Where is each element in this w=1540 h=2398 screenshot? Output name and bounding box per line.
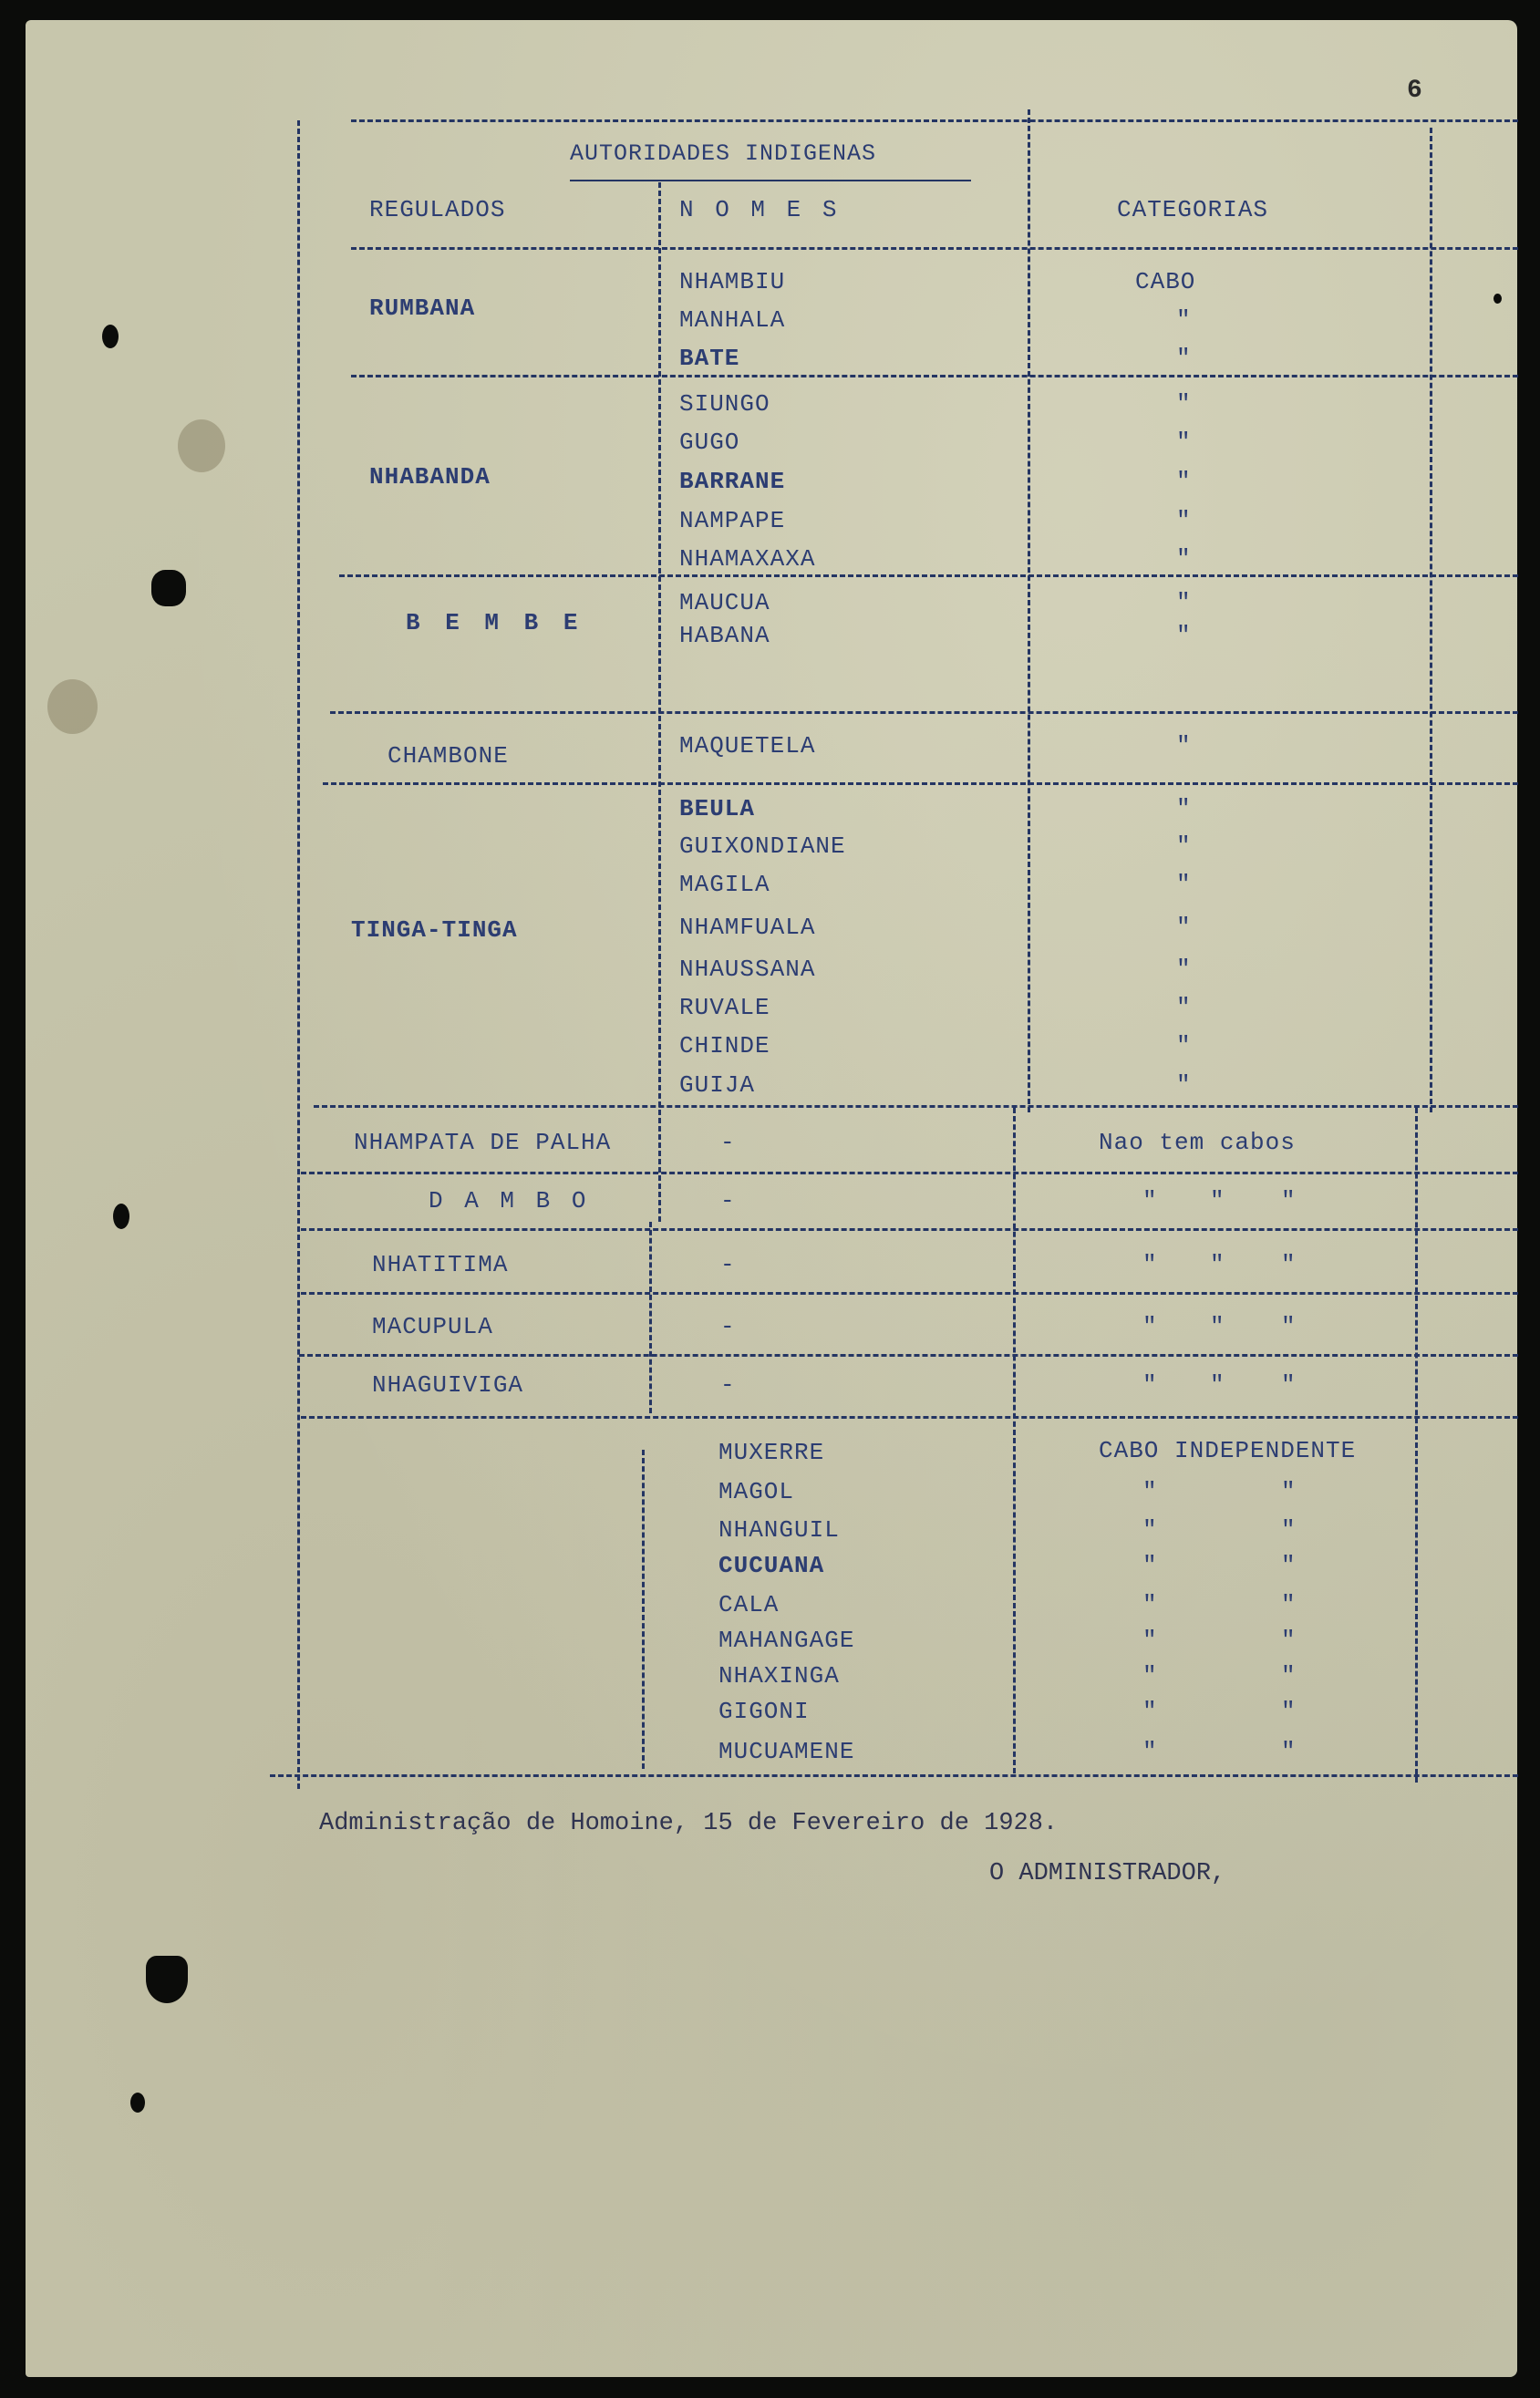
place-date-line: Administração de Homoine, 15 de Fevereiro de 1928. bbox=[319, 1810, 1059, 1837]
nome-cell: MAGOL bbox=[718, 1478, 795, 1505]
nome-cell: GIGONI bbox=[718, 1698, 810, 1725]
categoria-cell: " bbox=[1176, 994, 1192, 1021]
nome-cell: - bbox=[720, 1371, 736, 1399]
categoria-cell: " bbox=[1176, 914, 1192, 941]
nome-cell: - bbox=[720, 1313, 736, 1340]
group-header: AUTORIDADES INDIGENAS bbox=[570, 140, 877, 167]
categoria-ditto: " bbox=[1142, 1698, 1158, 1725]
categoria-ditto: " bbox=[1281, 1698, 1297, 1725]
categoria-ditto: " bbox=[1210, 1187, 1225, 1215]
nome-cell: - bbox=[720, 1129, 736, 1156]
nome-cell: CHINDE bbox=[679, 1032, 770, 1059]
regulado-name: D A M B O bbox=[429, 1187, 590, 1215]
categoria-cell: " bbox=[1176, 345, 1192, 372]
punch-hole bbox=[113, 1204, 129, 1229]
nome-cell: - bbox=[720, 1251, 736, 1278]
table-rule bbox=[351, 375, 1518, 377]
table-rule bbox=[642, 1450, 645, 1769]
nome-cell: NHAXINGA bbox=[718, 1662, 840, 1690]
nome-cell: RUVALE bbox=[679, 994, 770, 1021]
categoria-cell: " bbox=[1176, 429, 1192, 456]
categoria-cell: " bbox=[1176, 468, 1192, 495]
table-rule bbox=[330, 711, 1518, 714]
table-rule bbox=[351, 119, 1518, 122]
categoria-cell: CABO bbox=[1135, 268, 1196, 295]
categoria-cell: CABO INDEPENDENTE bbox=[1099, 1437, 1357, 1464]
categoria-cell: " bbox=[1176, 390, 1192, 418]
categoria-ditto: " bbox=[1142, 1627, 1158, 1654]
regulado-name: NHAMPATA DE PALHA bbox=[354, 1129, 612, 1156]
table-rule bbox=[323, 782, 1518, 785]
categoria-cell: " bbox=[1176, 956, 1192, 983]
categoria-ditto: " bbox=[1142, 1516, 1158, 1544]
nome-cell: MAUCUA bbox=[679, 589, 770, 616]
signature-title: O ADMINISTRADOR, bbox=[989, 1860, 1226, 1887]
table-rule bbox=[1013, 1108, 1016, 1773]
table-rule bbox=[1415, 1108, 1418, 1783]
categoria-ditto: " bbox=[1142, 1591, 1158, 1618]
categoria-ditto: " bbox=[1142, 1187, 1158, 1215]
categoria-cell: Nao tem cabos bbox=[1099, 1129, 1296, 1156]
punch-hole bbox=[146, 1956, 188, 2003]
regulado-name: CHAMBONE bbox=[388, 742, 509, 770]
table-rule bbox=[301, 1228, 1518, 1231]
table-rule bbox=[570, 180, 971, 181]
categoria-ditto: " bbox=[1142, 1371, 1158, 1399]
regulado-name: TINGA-TINGA bbox=[351, 916, 518, 944]
punch-hole bbox=[130, 2093, 145, 2113]
punch-hole bbox=[151, 570, 186, 606]
categoria-ditto: " bbox=[1281, 1738, 1297, 1765]
regulado-name: NHAGUIVIGA bbox=[372, 1371, 524, 1399]
categoria-ditto: " bbox=[1142, 1251, 1158, 1278]
categoria-cell: " bbox=[1176, 589, 1192, 616]
paper-stain bbox=[178, 419, 225, 472]
regulado-name: B E M B E bbox=[406, 609, 584, 636]
nome-cell: GUGO bbox=[679, 429, 740, 456]
categoria-ditto: " bbox=[1281, 1187, 1297, 1215]
categoria-cell: " bbox=[1176, 545, 1192, 573]
nome-cell: MAQUETELA bbox=[679, 732, 816, 760]
nome-cell: MUCUAMENE bbox=[718, 1738, 855, 1765]
categoria-cell: " bbox=[1176, 1032, 1192, 1059]
categoria-cell: " bbox=[1176, 1071, 1192, 1099]
regulado-name: MACUPULA bbox=[372, 1313, 493, 1340]
nome-cell: CUCUANA bbox=[718, 1552, 825, 1579]
nome-cell: NHANGUIL bbox=[718, 1516, 840, 1544]
categoria-cell: " bbox=[1176, 832, 1192, 860]
categoria-cell: " bbox=[1176, 732, 1192, 760]
nome-cell: NAMPAPE bbox=[679, 507, 786, 534]
paper-stain bbox=[47, 679, 98, 734]
header-regulados: REGULADOS bbox=[369, 196, 506, 223]
nome-cell: NHAMAXAXA bbox=[679, 545, 816, 573]
nome-cell: GUIJA bbox=[679, 1071, 756, 1099]
nome-cell: MAHANGAGE bbox=[718, 1627, 855, 1654]
categoria-ditto: " bbox=[1142, 1552, 1158, 1579]
nome-cell: - bbox=[720, 1187, 736, 1215]
nome-cell: MAGILA bbox=[679, 871, 770, 898]
nome-cell: MANHALA bbox=[679, 306, 786, 334]
table-rule bbox=[314, 1105, 1518, 1108]
table-rule bbox=[1430, 128, 1432, 1112]
categoria-ditto: " bbox=[1281, 1478, 1297, 1505]
nome-cell: NHAMBIU bbox=[679, 268, 786, 295]
table-rule bbox=[1028, 109, 1030, 1112]
categoria-cell: " bbox=[1176, 795, 1192, 822]
punch-hole bbox=[102, 325, 119, 348]
nome-cell: NHAMFUALA bbox=[679, 914, 816, 941]
table-rule bbox=[301, 1416, 1518, 1419]
categoria-ditto: " bbox=[1210, 1251, 1225, 1278]
nome-cell: MUXERRE bbox=[718, 1439, 825, 1466]
table-rule bbox=[339, 574, 1518, 577]
table-rule bbox=[649, 1222, 652, 1413]
nome-cell: HABANA bbox=[679, 622, 770, 649]
header-categorias: CATEGORIAS bbox=[1117, 196, 1269, 223]
categoria-ditto: " bbox=[1142, 1662, 1158, 1690]
nome-cell: BATE bbox=[679, 345, 740, 372]
categoria-ditto: " bbox=[1210, 1371, 1225, 1399]
ink-dot bbox=[1493, 294, 1502, 304]
nome-cell: SIUNGO bbox=[679, 390, 770, 418]
table-rule bbox=[270, 1774, 1518, 1777]
table-rule bbox=[658, 182, 661, 1222]
regulado-name: NHATITIMA bbox=[372, 1251, 509, 1278]
table-rule bbox=[301, 1292, 1518, 1295]
nome-cell: BEULA bbox=[679, 795, 756, 822]
categoria-ditto: " bbox=[1142, 1738, 1158, 1765]
categoria-cell: " bbox=[1176, 507, 1192, 534]
categoria-ditto: " bbox=[1142, 1313, 1158, 1340]
categoria-ditto: " bbox=[1281, 1627, 1297, 1654]
categoria-ditto: " bbox=[1281, 1516, 1297, 1544]
regulado-name: NHABANDA bbox=[369, 463, 491, 491]
categoria-ditto: " bbox=[1281, 1552, 1297, 1579]
categoria-cell: " bbox=[1176, 622, 1192, 649]
table-rule bbox=[351, 247, 1518, 250]
categoria-ditto: " bbox=[1142, 1478, 1158, 1505]
categoria-ditto: " bbox=[1281, 1591, 1297, 1618]
nome-cell: NHAUSSANA bbox=[679, 956, 816, 983]
table-rule bbox=[299, 1354, 1518, 1357]
page-number: 6 bbox=[1407, 77, 1422, 105]
nome-cell: GUIXONDIANE bbox=[679, 832, 846, 860]
categoria-ditto: " bbox=[1210, 1313, 1225, 1340]
header-nomes: N O M E S bbox=[679, 196, 841, 223]
categoria-ditto: " bbox=[1281, 1662, 1297, 1690]
nome-cell: BARRANE bbox=[679, 468, 786, 495]
categoria-ditto: " bbox=[1281, 1251, 1297, 1278]
categoria-cell: " bbox=[1176, 871, 1192, 898]
nome-cell: CALA bbox=[718, 1591, 780, 1618]
categoria-ditto: " bbox=[1281, 1371, 1297, 1399]
categoria-cell: " bbox=[1176, 306, 1192, 334]
table-rule bbox=[301, 1172, 1518, 1174]
regulado-name: RUMBANA bbox=[369, 295, 476, 322]
table-rule bbox=[297, 120, 300, 1789]
categoria-ditto: " bbox=[1281, 1313, 1297, 1340]
